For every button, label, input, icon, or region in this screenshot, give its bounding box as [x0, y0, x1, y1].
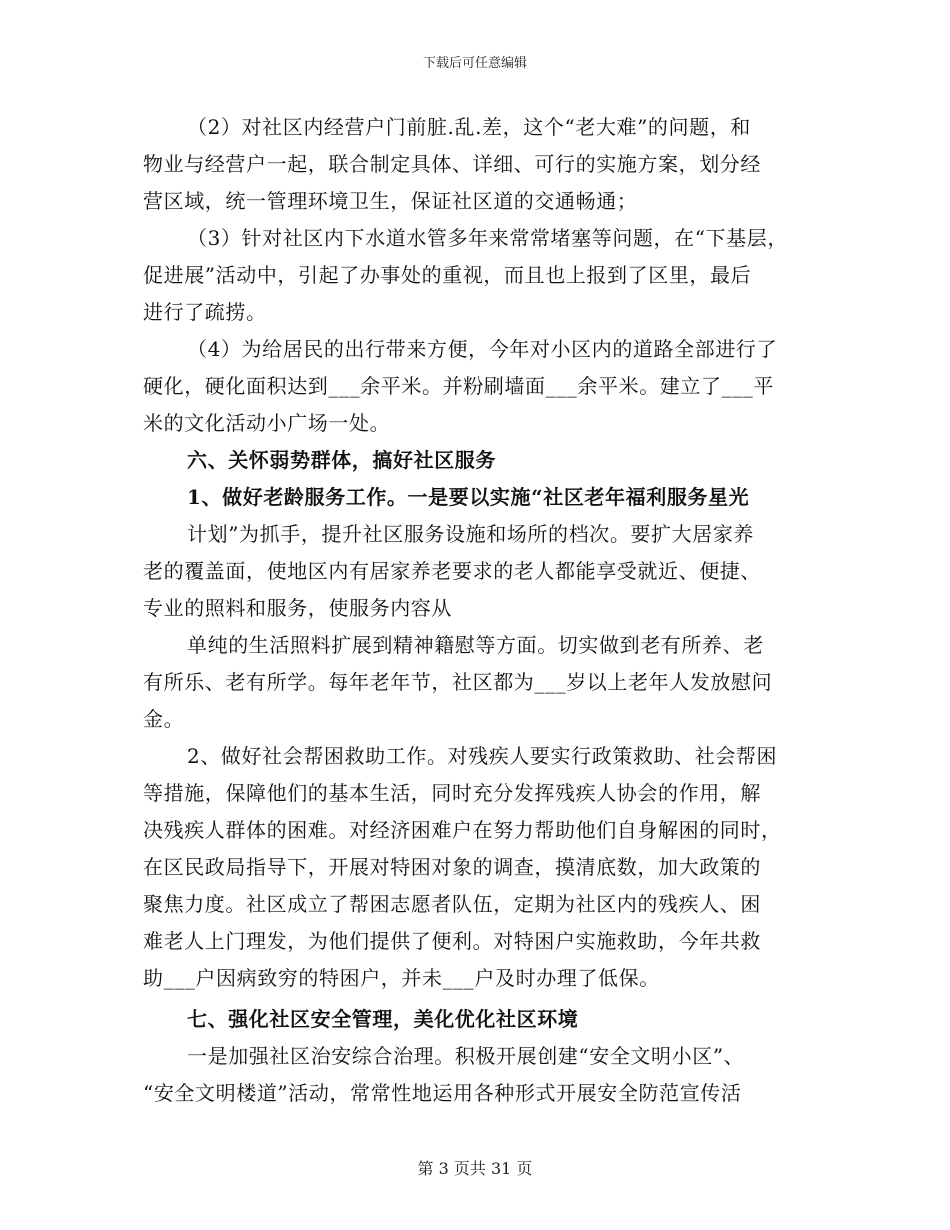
paragraph-line: 在区民政局指导下，开展对特困对象的调查，摸清底数，加大政策的: [143, 855, 761, 879]
paragraph-line: 金。: [143, 707, 185, 731]
paragraph-line: 有所乐、老有所学。每年老年节，社区都为___岁以上老年人发放慰问: [143, 670, 773, 694]
paragraph-line: 物业与经营户一起，联合制定具体、详细、可行的实施方案，划分经: [143, 152, 761, 176]
paragraph-line: 计划”为抓手，提升社区服务设施和场所的档次。要扩大居家养: [187, 522, 755, 546]
paragraph-line: 营区域，统一管理环境卫生，保证社区道的交通畅通；: [143, 189, 638, 213]
paragraph-line: 单纯的生活照料扩展到精神籍慰等方面。切实做到老有所养、老: [187, 633, 764, 657]
paragraph-line: 决残疾人群体的困难。对经济困难户在努力帮助他们自身解困的同时，: [143, 818, 782, 842]
page-header: 下载后可任意编辑: [422, 56, 527, 71]
paragraph-line: 进行了疏捞。: [143, 300, 267, 324]
section-heading: 七、强化社区安全管理，美化优化社区环境: [187, 1007, 579, 1031]
page-footer: 第 3 页共 31 页: [417, 1159, 533, 1178]
paragraph-line: 难老人上门理发，为他们提供了便利。对特困户实施救助，今年共救: [143, 929, 761, 953]
paragraph-line: 2、做好社会帮困救助工作。对残疾人要实行政策救助、社会帮困: [187, 744, 778, 768]
paragraph-line: （2）对社区内经营户门前脏.乱.差，这个“老大难”的问题，和: [187, 115, 751, 139]
subsection-heading: 1、做好老龄服务工作。一是要以实施“社区老年福利服务星光: [187, 485, 750, 509]
paragraph-line: 促进展”活动中，引起了办事处的重视，而且也上报到了区里，最后: [143, 263, 752, 287]
paragraph-line: 硬化，硬化面积达到___余平米。并粉刷墙面___余平米。建立了___平: [143, 374, 774, 398]
paragraph-line: 等措施，保障他们的基本生活，同时充分发挥残疾人协会的作用，解: [143, 781, 761, 805]
paragraph-line: 专业的照料和服务，使服务内容从: [143, 596, 452, 620]
section-heading: 六、关怀弱势群体，搞好社区服务: [187, 448, 496, 472]
paragraph-line: 米的文化活动小广场一处。: [143, 411, 391, 435]
paragraph-line: 助___户因病致穷的特困户，并未___户及时办理了低保。: [143, 966, 660, 990]
paragraph-line: （4）为给居民的出行带来方便，今年对小区内的道路全部进行了: [187, 337, 778, 361]
paragraph-line: 老的覆盖面，使地区内有居家养老要求的老人都能享受就近、便捷、: [143, 559, 761, 583]
paragraph-line: “安全文明楼道”活动，常常性地运用各种形式开展安全防范宣传活: [143, 1081, 742, 1105]
paragraph-line: （3）针对社区内下水道水管多年来常常堵塞等问题，在“下基层，: [187, 226, 788, 250]
paragraph-line: 聚焦力度。社区成立了帮困志愿者队伍，定期为社区内的残疾人、困: [143, 892, 761, 916]
paragraph-line: 一是加强社区治安综合治理。积极开展创建“安全文明小区”、: [187, 1044, 745, 1068]
